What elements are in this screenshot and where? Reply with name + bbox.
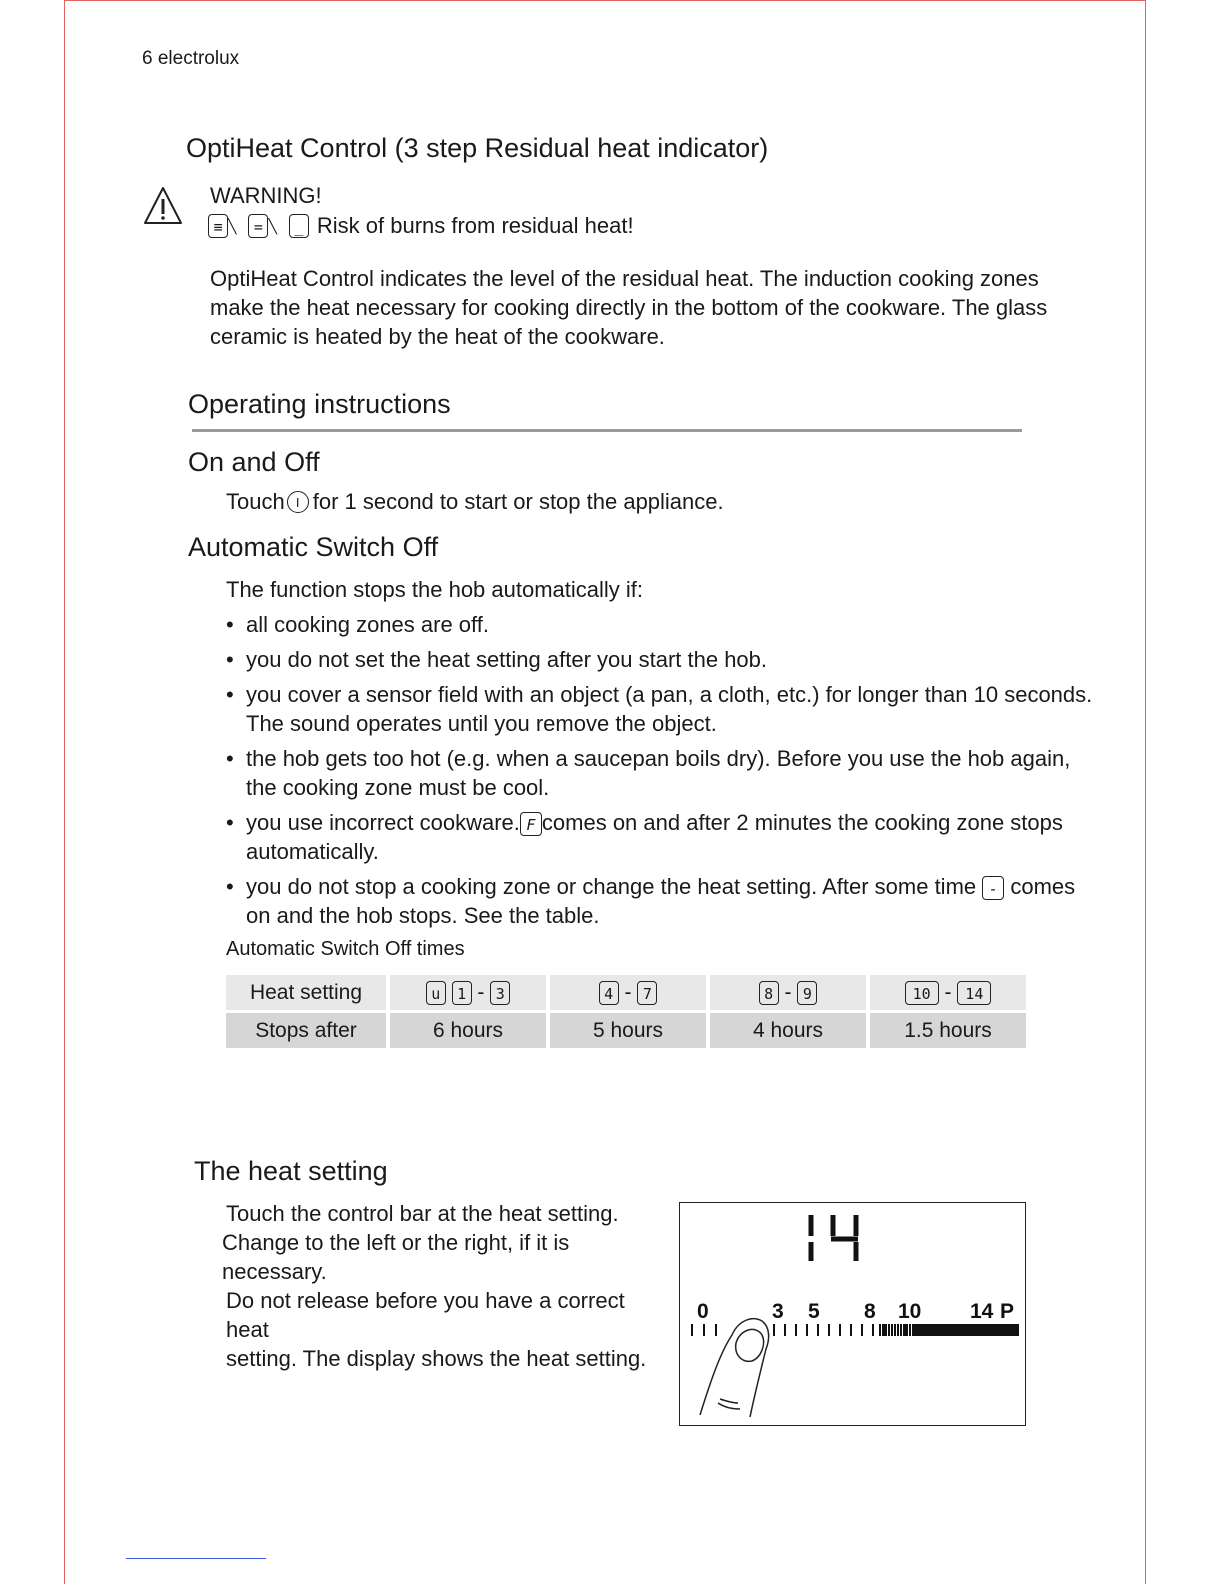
residual-arrow-icon: ╲ <box>268 217 277 234</box>
list-item: • the hob gets too hot (e.g. when a saucepan boils dry). Before you use the hob again, the cooking zone must be cool. <box>226 744 1096 802</box>
scale-label: 8 <box>864 1300 876 1323</box>
residual-heat-2-icon: = <box>248 214 268 238</box>
heat-seg-to: 7 <box>637 981 657 1005</box>
auto-switch-off-intro: The function stops the hob automatically if: <box>226 577 644 602</box>
heat-seg-from: 4 <box>599 981 619 1005</box>
heat-seg-from: 8 <box>759 981 779 1005</box>
heat-range-cell: 8 - 9 <box>710 975 866 1010</box>
control-bar-illustration <box>679 1202 1026 1426</box>
page-header: 6 electrolux <box>142 48 240 69</box>
stops-after-cell: 6 hours <box>390 1013 546 1048</box>
warning-icon <box>142 185 184 232</box>
list-item <box>226 808 1096 866</box>
heat-seg-from: 1 <box>452 981 472 1005</box>
operating-heading: Operating instructions <box>188 389 451 419</box>
scale-label: 0 <box>697 1300 709 1323</box>
scale-label: 10 <box>898 1300 922 1323</box>
heat-range-cell: 10 - 14 <box>870 975 1026 1010</box>
scale-label: P <box>1000 1300 1015 1323</box>
warning-title: WARNING! <box>210 183 322 208</box>
display-digits <box>811 1215 858 1261</box>
on-off-heading: On and Off <box>188 447 320 477</box>
residual-heat-1-icon: _ <box>289 214 309 238</box>
stops-after-cell: 1.5 hours <box>870 1013 1026 1048</box>
switch-off-table <box>222 972 1030 1051</box>
power-icon: I <box>287 491 309 513</box>
on-off-text-after: for 1 second to start or stop the appliance. <box>312 489 724 514</box>
heat-range-cell: 4 - 7 <box>550 975 706 1010</box>
scale-label: 3 <box>772 1300 784 1323</box>
heat-setting-line: setting. The display shows the heat setting. <box>226 1346 647 1371</box>
heat-setting-line: Change to the left or the right, if it is necessary. <box>222 1230 570 1284</box>
bullet-f-after: comes on and after 2 minutes the cooking zone stops automatically. <box>246 810 1063 864</box>
on-off-text <box>226 489 724 515</box>
heat-seg-to: 3 <box>490 981 510 1005</box>
display-value: 14 <box>834 1273 836 1274</box>
stops-after-cell: 5 hours <box>550 1013 706 1048</box>
f-symbol-icon: F <box>520 812 542 836</box>
table-row-label: Stops after <box>226 1013 386 1048</box>
heat-seg-from: 10 <box>905 981 939 1005</box>
auto-switch-off-list <box>226 610 1096 936</box>
finger-icon <box>700 1319 769 1417</box>
list-item: • all cooking zones are off. <box>226 610 1096 639</box>
scale-label: 5 <box>808 1300 820 1323</box>
auto-switch-off-heading: Automatic Switch Off <box>188 532 439 562</box>
heat-seg-to: 14 <box>957 981 991 1005</box>
on-off-text-before: Touch <box>226 489 285 514</box>
heat-setting-paragraph <box>222 1199 672 1373</box>
dash-symbol-icon: - <box>982 876 1004 900</box>
warning-text: Risk of burns from residual heat! <box>316 213 634 238</box>
residual-heat-3-icon: ≡ <box>208 214 228 238</box>
heat-range-cell: u 1 - 3 <box>390 975 546 1010</box>
heat-seg-to: 9 <box>797 981 817 1005</box>
list-item: • you do not set the heat setting after you start the hob. <box>226 645 1096 674</box>
bullet-dash-after: comes on and the hob stops. See the table. <box>246 874 1076 928</box>
warning-line <box>208 213 634 239</box>
table-row <box>226 975 1026 1010</box>
heat-setting-line: Touch the control bar at the heat setting. <box>226 1201 619 1226</box>
bullet-dash-before: you do not stop a cooking zone or change the heat setting. After some time <box>246 874 977 899</box>
stops-after-cell: 4 hours <box>710 1013 866 1048</box>
table-row <box>226 1013 1026 1048</box>
filled-bar <box>912 1324 1019 1336</box>
optiheat-heading: OptiHeat Control (3 step Residual heat indicator) <box>186 133 769 163</box>
bullet-f-before: you use incorrect cookware. <box>246 810 520 835</box>
heat-setting-heading: The heat setting <box>194 1156 388 1186</box>
table-title: Automatic Switch Off times <box>226 938 465 960</box>
heat-setting-line: Do not release before you have a correct heat <box>226 1288 625 1342</box>
footer-link-line <box>126 1558 266 1559</box>
optiheat-paragraph: OptiHeat Control indicates the level of the residual heat. The induction cooking zones make the heat necessary for cooking directly in the bottom of the cookware. The glass ceramic is heated by the heat of the cookware. <box>210 266 1048 349</box>
list-item: • you cover a sensor field with an object (a pan, a cloth, etc.) for longer than 10 seconds. The sound operates until you remove the object. <box>226 680 1096 738</box>
section-divider <box>192 429 1022 432</box>
heat-seg-extra: u <box>426 981 446 1005</box>
table-row-label: Heat setting <box>226 975 386 1010</box>
scale-label: 14 <box>970 1300 994 1323</box>
list-item <box>226 872 1096 930</box>
residual-arrow-icon: ╲ <box>228 217 237 234</box>
